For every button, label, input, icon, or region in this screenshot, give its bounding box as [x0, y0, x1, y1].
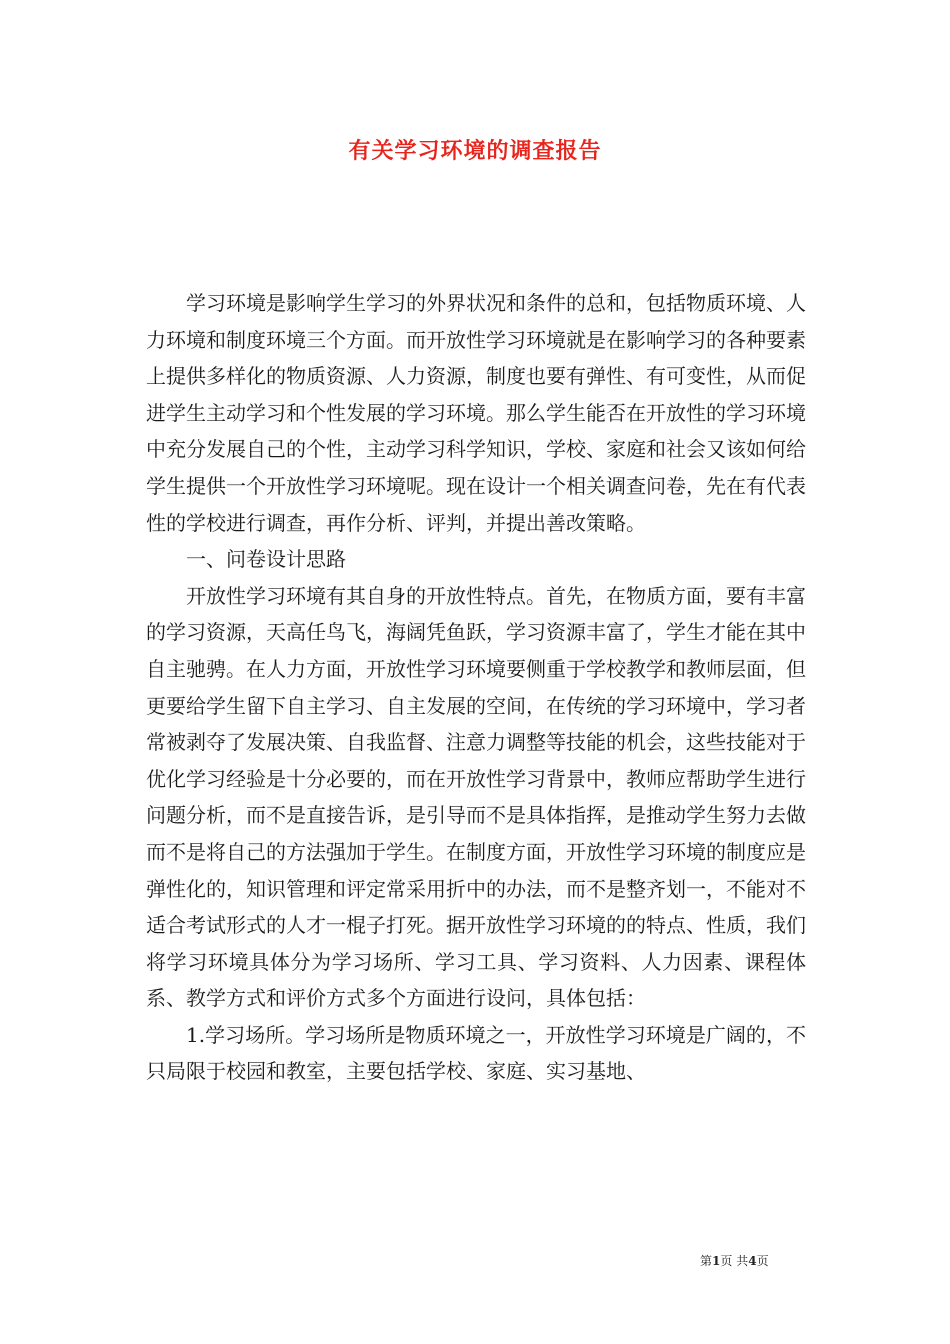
footer-middle: 页 共 [720, 1254, 749, 1268]
footer-suffix: 页 [756, 1254, 769, 1268]
paragraph-intro: 学习环境是影响学生学习的外界状况和条件的总和，包括物质环境、人力环境和制度环境三个方面。而开放性学习环境就是在影响学习的各种要素上提供多样化的物质资源、人力资源，制度也要有弹性、有可变性，从而促进学生主动学习和个性发展的学习环境。那么学生能否在开放性的学习环境中充分发展自己的个性，主动学习科学知识，学校、家庭和社会又该如何给学生提供一个开放性学习环境呢。现在设计一个相关调查问卷，先在有代表性的学校进行调查，再作分析、评判，并提出善改策略。 [146, 291, 806, 535]
paragraph-learning-places: 1.学习场所。学习场所是物质环境之一，开放性学习环境是广阔的，不只局限于校园和教室，主要包括学校、家庭、实习基地、 [146, 1022, 806, 1084]
document-body [146, 285, 806, 1090]
section-heading: 一、问卷设计思路 [186, 547, 346, 572]
page-number-footer [700, 1252, 820, 1269]
paragraph-design-ideas: 开放性学习环境有其自身的开放性特点。首先，在物质方面，要有丰富的学习资源，天高任鸟飞，海阔凭鱼跃，学习资源丰富了，学生才能在其中自主驰骋。在人力方面，开放性学习环境要侧重于学校教学和教师层面，但更要给学生留下自主学习、自主发展的空间，在传统的学习环境中，学习者常被剥夺了发展决策、自我监督、注意力调整等技能的机会，这些技能对于优化学习经验是十分必要的，而在开放性学习背景中，教师应帮助学生进行问题分析，而不是直接告诉，是引导而不是具体指挥，是推动学生努力去做而不是将自己的方法强加于学生。在制度方面，开放性学习环境的制度应是弹性化的，知识管理和评定常采用折中的办法，而不是整齐划一，不能对不适合考试形式的人才一棍子打死。据开放性学习环境的的特点、性质，我们将学习环境具体分为学习场所、学习工具、学习资料、人力因素、课程体系、教学方式和评价方式多个方面进行设问，具体包括： [146, 583, 806, 1011]
footer-total-pages: 4 [748, 1254, 757, 1268]
document-title: 有关学习环境的调查报告 [348, 138, 602, 164]
footer-current-page: 1 [712, 1254, 721, 1268]
footer-prefix: 第 [700, 1254, 713, 1268]
